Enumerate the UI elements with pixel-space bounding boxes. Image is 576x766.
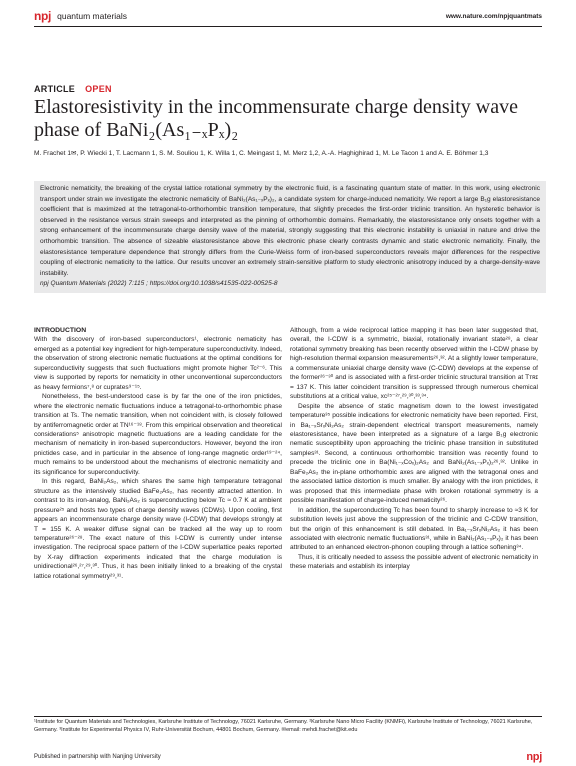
abstract-box <box>34 181 546 293</box>
npj-footer-logo: npj <box>526 751 542 763</box>
article-citation[interactable]: npj Quantum Materials (2022) 7:115 ; https://doi.org/10.1038/s41535-022-00525-8 <box>40 280 278 288</box>
page-footer <box>34 751 542 763</box>
abstract-text: Electronic nematicity, the breaking of the crystal lattice rotational symmetry by the electronic fluid, is a fascinating quantum state of matter. In this work, using electronic transport under strain we investigate the electronic nematicity of BaNi₂(As₁₋ₓPₓ)₂, a candidate system for charge-induced nematicity. We report a large B₁g elastoresistance coefficient that is maximized at the tetragonal-to-orthorhombic transition temperature, that slightly precedes the first-order triclinic transition. An hysteretic behavior is observed in the resistance versus strain sweeps and interpreted as the pinning of orthorhombic domains. Remarkably, the elastoresistance only onsets together with a strong enhancement of the incommensurate charge density wave of the material, strongly suggesting that this electronic instability is uniaxial in nature and drive the orthorhombic transition. The absence of sizeable elastoresistance above this electronic phase clearly contrasts dynamic and static electronic nematicity. Finally, the elastoresistance temperature dependence that strongly differs from the Curie-Weiss form of iron-based superconductors reveals major differences for the respective coupling of electronic nematicity to the lattice. Our results uncover an extremely strain-sensitive platform to study electronic anisotropy induced by a charge-density-wave instability. <box>40 185 540 277</box>
npj-logo: npj <box>34 9 52 23</box>
paragraph: Although, from a wide reciprocal lattice mapping it has been later suggested that, overall, the I-CDW is a symmetric, biaxial, rotationally invariant state²⁸, a clear rotational symmetry breaking has been recently observed within the I-CDW phase by high-resolution thermal expansion measurements²⁶,³². At a slightly lower temperature, a commensurate uniaxial charge density wave (C-CDW) develops at the expense of the former²⁶⁻³⁰ and is associated with a first-order triclinic structural transition at Tᴛʀɪ = 137 K. This latter coincident transition is suppressed through numerous chemical substitutions at a critical value, xc²⁵⁻²⁷,²⁹,³⁰,³³,³⁴. <box>290 327 538 401</box>
article-title: Elastoresistivity in the incommensurate charge density wave phase of BaNi₂(As₁₋ₓPₓ)₂ <box>34 96 518 141</box>
paragraph: Thus, it is critically needed to assess the possible advent of electronic nematicity in these materials and establish its interplay <box>290 553 538 571</box>
footnote-divider <box>34 716 542 717</box>
section-heading: INTRODUCTION <box>34 327 87 334</box>
left-column <box>34 326 282 581</box>
article-type <box>34 84 112 94</box>
author-list[interactable]: M. Frachet 1✉, P. Wiecki 1, T. Lacmann 1, S. M. Souliou 1, K. Willa 1, C. Meingast 1, M. Merz 1,2, A.-A. Haghighirad 1, M. Le Tacon 1 and A. E. Böhmer 1,3 <box>34 150 489 157</box>
article-type-label: ARTICLE <box>34 84 76 94</box>
header-divider <box>34 26 542 27</box>
paragraph: Nonetheless, the best-understood case is by far the one of the iron pnictides, where the electronic nematic fluctuations induce a tetragonal-to-orthorhombic phase transition at Ts. The nematic transition, when not coincident with, is closely followed by antiferromagnetic order at TN¹⁶⁻¹⁸. From this empirical observation and theoretical considerations⁵ anisotropic magnetic fluctuations are a leading candidate for the mechanism of nematicity in iron-based superconductors. However, beyond the iron pnictides case, and in particular in the absence of long-range magnetic order¹⁹⁻²⁴, much remains to be understood about the mechanisms of electronic nematicity and its significance for superconductivity. <box>34 393 282 476</box>
open-access-label: OPEN <box>85 84 112 94</box>
page-header <box>34 8 542 24</box>
journal-url[interactable]: www.nature.com/npjquantmats <box>445 12 542 20</box>
paragraph: With the discovery of iron-based superconductors¹, electronic nematicity has emerged as a potential key ingredient for high-temperature superconductivity. Indeed, the observation of strong electronic nematic fluctuations at the optimal conditions for superconductivity suggests that such fluctuations might promote higher Tc²⁻⁶. This view is supported by reports for nematicity in other unconventional superconductors as heavy fermions⁷,⁸ or cuprates⁹⁻¹⁵. <box>34 336 282 391</box>
paragraph: Despite the absence of static magnetism down to the lowest investigated temperature³⁵ possible indications for electronic nematicity have been reported. First, in Ba₁₋ₓSrₓNi₂As₂ strain-dependent electrical transport measurements, namely elastoresistance, have been interpreted as a signature of a large B₁g electronic nematic susceptibility upon approaching the triclinic phase transition in substituted samples³¹. Second, a continuous orthorhombic transition was recently found to precede the triclinic one in Ba(Ni₁₋ₓCoₓ)₂As₂ and BaNi₂(As₁₋ₓPₓ)₂²⁶,³². Unlike in BaFe₂As₂ the in-plane orthorhombic axes are aligned with the tetragonal ones and the associated lattice distortion is much smaller. By analogy with the iron pnictides, it was proposed that this intermediate phase with broken rotational symmetry is a possible manifestation of charge-induced nematicity²⁶. <box>290 402 538 505</box>
paragraph: In this regard, BaNi₂As₂, which shares the same high temperature tetragonal structure as the intensively studied BaFe₂As₂, has recently attracted attention. In contrast to its iron-analog, BaNi₂As₂ is superconducting below Tc ≈ 0.7 K at ambient pressure²⁵ and hosts two types of charge density waves (CDWs). Upon cooling, first appears an incommensurate charge density wave (I-CDW) that develops strongly at T = 155 K. A weaker diffuse signal can be tracked all the way up to room temperature²⁶⁻²⁸. The exact nature of this I-CDW is currently under intense investigation. The reciprocal space pattern of the I-CDW superlattice peaks reported by X-ray diffraction experiments indicated that the charge modulation is unidirectional²⁶,²⁷,²⁹,³⁰. Thus, it has been initially linked to a breaking of the crystal lattice rotational symmetry²⁹,³¹. <box>34 478 282 580</box>
journal-name: quantum materials <box>57 11 128 21</box>
paragraph: In addition, the superconducting Tc has been found to sharply increase to ≈3 K for substitution levels just above the suppression of the triclinic and C-CDW transition, but the origin of this enhancement is still debated. In Ba₁₋ₓSrₓNi₂As₂ it has been associated with electronic nematic fluctuations³¹, while in BaNi₂(As₁₋ₓPₓ)₂ it has been attributed to an enhanced electron-phonon coupling through a lattice softening³⁴. <box>290 506 538 552</box>
right-column <box>290 326 538 572</box>
publisher-note: Published in partnership with Nanjing University <box>34 754 161 760</box>
affiliations-footnote: ¹Institute for Quantum Materials and Technologies, Karlsruhe Institute of Technology, 76021 Karlsruhe, Germany. ²Karlsruhe Nano Micro Facility (KNMFi), Karlsruhe Institute of Technology, 76021 Karlsruhe, Germany. ³Institute for Experimental Physics IV, Ruhr-Universität Bochum, 44801 Bochum, Germany. ✉email: mehdi.frachet@kit.edu <box>34 719 533 733</box>
